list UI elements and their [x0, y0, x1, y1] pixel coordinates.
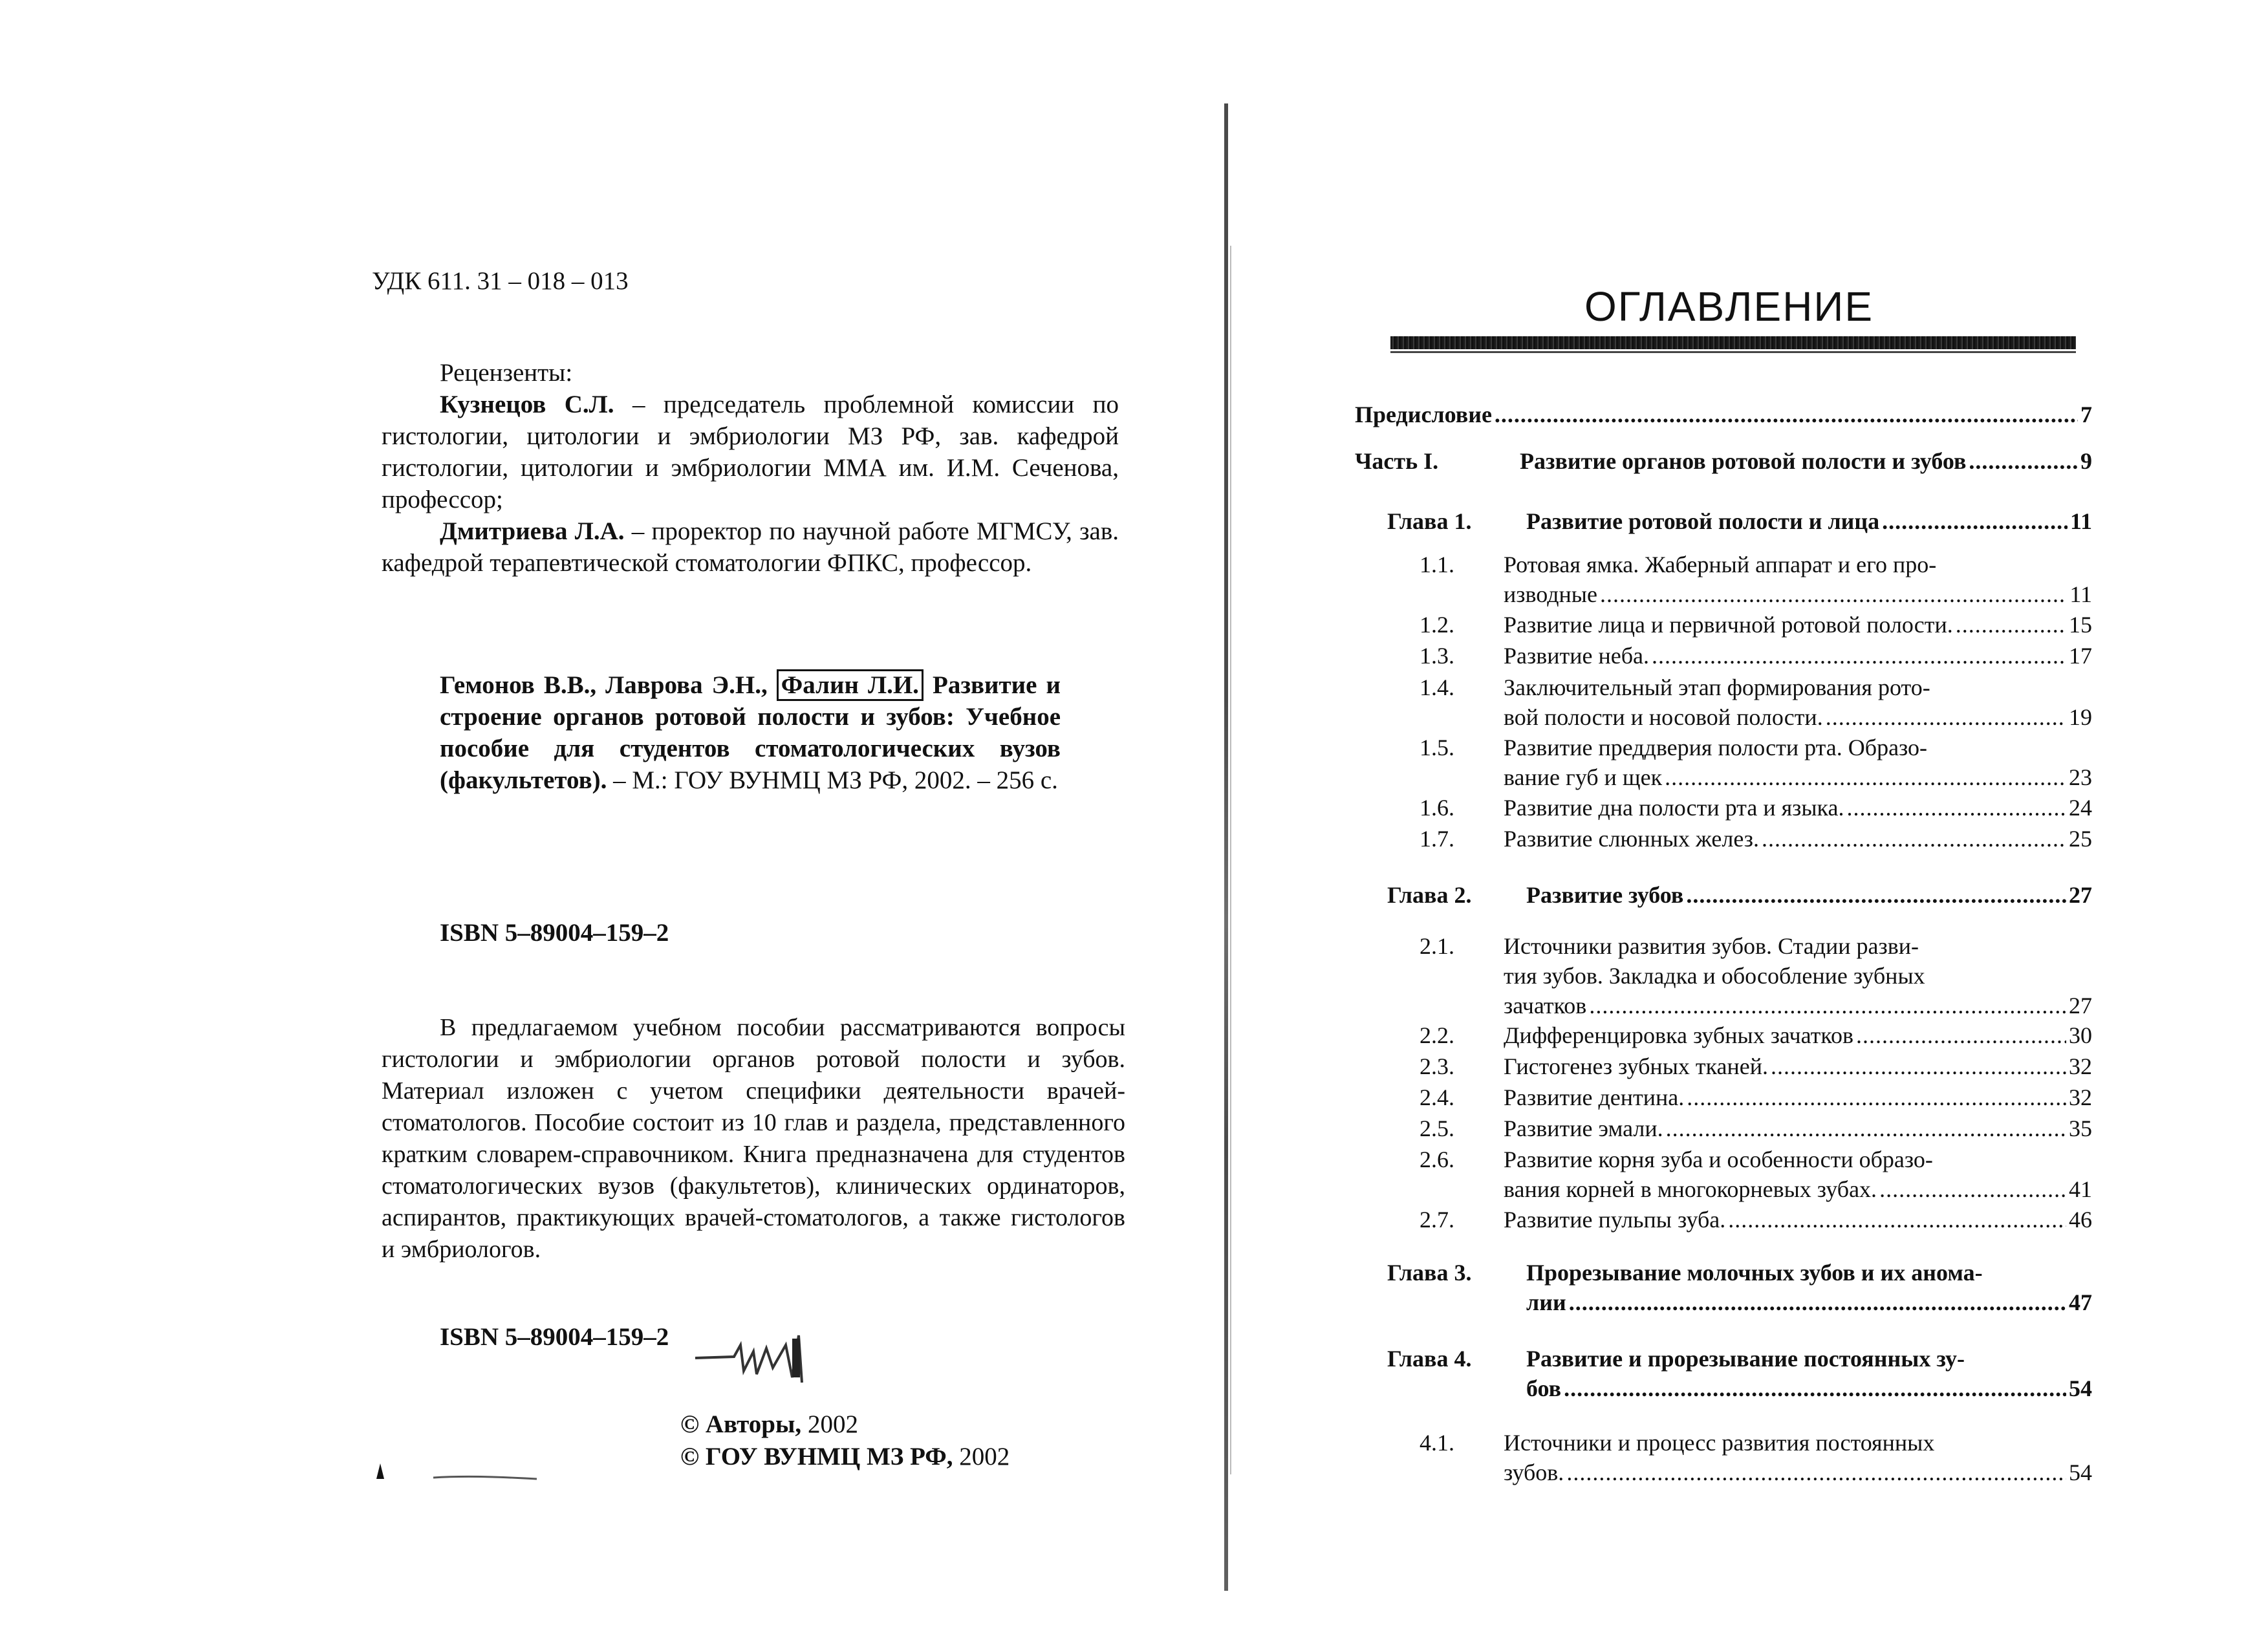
toc-entry-page: 32	[2069, 1084, 2092, 1110]
toc-entry-page: 35	[2069, 1116, 2092, 1141]
toc-entry-title: вание губ и щек	[1504, 764, 1663, 790]
toc-entry[interactable]	[1355, 508, 2092, 537]
toc-entry-page: 46	[2069, 1207, 2092, 1233]
toc-entry-number: 2.2.	[1420, 1022, 1454, 1048]
toc-entry-number: 2.3.	[1420, 1053, 1454, 1079]
toc-entry-number: 2.4.	[1420, 1084, 1454, 1110]
toc-entry-number: 1.3.	[1420, 643, 1454, 669]
toc-leader-dots	[1495, 401, 2078, 428]
toc-entry[interactable]	[1355, 1345, 2092, 1375]
toc-entry-page: 9	[2080, 448, 2092, 474]
toc-entry-page: 19	[2069, 704, 2092, 730]
biblio-authors: Гемонов В.В., Лаврова Э.Н.,	[440, 671, 768, 699]
toc-leader-dots	[1969, 447, 2078, 475]
library-stamp-mark	[695, 1332, 825, 1384]
toc-entry[interactable]	[1355, 1146, 2092, 1176]
toc-entry-title: вой полости и носовой полости.	[1504, 704, 1823, 730]
toc-entry-page: 17	[2069, 643, 2092, 669]
toc-entry-title: Дифференцировка зубных зачатков	[1504, 1022, 1854, 1048]
toc-entry-number: Глава 2.	[1387, 882, 1472, 908]
toc-entry-number: 4.1.	[1420, 1430, 1454, 1456]
toc-entry-title: Развитие слюнных желез.	[1504, 826, 1759, 852]
toc-title-rule	[1390, 336, 2076, 349]
toc-entry-title: изводные	[1504, 581, 1597, 607]
toc-entry-title: Развитие дна полости рта и языка.	[1504, 795, 1844, 821]
copyright-authors-year: 2002	[801, 1410, 858, 1438]
toc-entry-title: Ротовая ямка. Жаберный аппарат и его про-	[1504, 552, 1937, 577]
toc-entry-number: 2.6.	[1420, 1147, 1454, 1172]
toc-entry-title: лии	[1526, 1289, 1566, 1315]
toc-leader-dots	[1569, 1289, 2066, 1316]
toc-entry-title: Развитие дентина.	[1504, 1084, 1685, 1110]
toc-entry-title: Развитие ротовой полости и лица	[1526, 508, 1880, 534]
reviewer-2-name: Дмитриева Л.А.	[440, 517, 625, 545]
toc-entry-continuation[interactable]	[1355, 992, 2092, 1022]
toc-leader-dots	[1826, 704, 2066, 731]
toc-entry-title: Развитие корня зуба и особенности образо-	[1504, 1147, 1933, 1172]
biblio-title: Развитие и строение органов ротовой полости и зубов: Учебное пособие для студентов стоматологических вузов (факультетов).	[440, 671, 1061, 794]
toc-entry[interactable]	[1355, 1206, 2092, 1236]
toc-entry[interactable]	[1355, 881, 2092, 911]
scan-smudge	[375, 1458, 543, 1484]
reviewer-1-text: – председатель проблемной комиссии по гистологии, цитологии и эмбриологии МЗ РФ, зав. кафедрой гистологии, цитологии и эмбриологии ММА им. И.М. Сеченова, профессор;	[382, 391, 1119, 513]
toc-entry[interactable]	[1355, 642, 2092, 672]
toc-entry-page: 15	[2069, 612, 2092, 638]
toc-entry-title: Развитие и прорезывание постоянных зу-	[1526, 1346, 1965, 1372]
toc-entry[interactable]	[1355, 674, 2092, 704]
toc-entry-title: Источники и процесс развития постоянных	[1504, 1430, 1935, 1456]
toc-leader-dots	[1762, 825, 2066, 852]
toc-leader-dots	[1846, 794, 2066, 821]
toc-entry[interactable]	[1355, 447, 2092, 477]
toc-entry-number: 2.5.	[1420, 1116, 1454, 1141]
toc-entry-title: Заключительный этап формирования рото-	[1504, 674, 1930, 700]
toc-entry-page: 47	[2069, 1289, 2092, 1315]
toc-entry-page: 41	[2069, 1176, 2092, 1202]
toc-leader-dots	[1686, 881, 2066, 909]
toc-entry-number: Глава 4.	[1387, 1346, 1472, 1372]
bibliographic-record	[440, 669, 1061, 796]
toc-entry-title: Гистогенез зубных тканей.	[1504, 1053, 1769, 1079]
toc-entry-page: 54	[2069, 1460, 2092, 1485]
toc-leader-dots	[1566, 1459, 2066, 1486]
toc-entry-page: 25	[2069, 826, 2092, 852]
biblio-author-boxed: Фалин Л.И.	[777, 669, 923, 701]
toc-entry[interactable]	[1355, 794, 2092, 824]
toc-entry-title: Развитие неба.	[1504, 643, 1649, 669]
reviewer-1-name: Кузнецов С.Л.	[440, 391, 614, 418]
toc-entry-title: бов	[1526, 1375, 1562, 1401]
toc-leader-dots	[1652, 642, 2066, 669]
reviewers-block	[382, 357, 1119, 579]
annotation-text: В предлагаемом учебном пособии рассматриваются вопросы гистологии и эмбриологии органов ротовой полости и зубов. Материал изложен с учетом специфики деятельности врачей-стоматологов. Пособие состоит из 10 глав и раздела, представленного кратким словарем-справочником. Книга предназначена для студентов стоматологических вузов (факультетов), клинических ординаторов, аспирантов, практикующих врачей-стоматологов, а также гистологов и эмбриологов.	[382, 1014, 1125, 1263]
toc-entry-title: Развитие органов ротовой полости и зубов	[1520, 448, 1967, 474]
toc-entry-number: 2.7.	[1420, 1207, 1454, 1233]
toc-entry-page: 11	[2069, 508, 2092, 534]
toc-entry-page: 27	[2069, 882, 2092, 908]
toc-entry-continuation[interactable]	[1355, 581, 2092, 610]
toc-leader-dots	[1666, 1115, 2066, 1142]
toc-leader-dots	[1600, 581, 2067, 608]
copyright-publisher-label: © ГОУ ВУНМЦ МЗ РФ,	[680, 1443, 953, 1471]
toc-entry[interactable]	[1355, 1429, 2092, 1459]
toc-entry[interactable]	[1355, 734, 2092, 764]
toc-entry[interactable]	[1355, 401, 2092, 431]
toc-entry-title: тия зубов. Закладка и обособление зубных	[1504, 963, 1925, 989]
toc-entry-title: Источники развития зубов. Стадии разви-	[1504, 933, 1919, 959]
toc-leader-dots	[1687, 1084, 2066, 1111]
copyright-authors-label: © Авторы,	[680, 1410, 802, 1438]
toc-entry[interactable]	[1355, 1259, 2092, 1289]
toc-entry-title: вания корней в многокорневых зубах.	[1504, 1176, 1877, 1202]
toc-entry-number: 1.4.	[1420, 674, 1454, 700]
toc-entry-number: Глава 3.	[1387, 1260, 1472, 1286]
toc-entry[interactable]	[1355, 1053, 2092, 1083]
toc-leader-dots	[1856, 1022, 2066, 1049]
toc-entry-page: 30	[2069, 1022, 2092, 1048]
toc-entry-title: зубов.	[1504, 1460, 1564, 1485]
toc-entry[interactable]	[1355, 551, 2092, 581]
toc-entry-page: 24	[2069, 795, 2092, 821]
toc-entry-continuation[interactable]	[1355, 962, 2092, 992]
isbn-top: ISBN 5–89004–159–2	[440, 919, 669, 947]
toc-entry[interactable]	[1355, 1084, 2092, 1114]
toc-entry-number: 1.1.	[1420, 552, 1454, 577]
toc-entry-title: Развитие зубов	[1526, 882, 1684, 908]
udk-code: УДК 611. 31 – 018 – 013	[372, 267, 629, 295]
toc-entry-number: 1.5.	[1420, 735, 1454, 760]
annotation	[382, 1012, 1125, 1266]
toc-leader-dots	[1589, 992, 2066, 1019]
reviewer-1	[382, 389, 1119, 515]
book-spine	[1224, 103, 1228, 1591]
toc-leader-dots	[1564, 1375, 2066, 1402]
toc-entry-continuation[interactable]	[1355, 704, 2092, 733]
toc-entry-continuation[interactable]	[1355, 1375, 2092, 1405]
toc-entry-page: 23	[2069, 764, 2092, 790]
toc-entry-number: Глава 1.	[1387, 508, 1472, 534]
toc-entry-title: Развитие лица и первичной ротовой полости.	[1504, 612, 1953, 638]
toc-entry-number: 1.2.	[1420, 612, 1454, 638]
toc-entry[interactable]	[1355, 1115, 2092, 1145]
toc-entry-title: Развитие эмали.	[1504, 1116, 1663, 1141]
toc-entry[interactable]	[1355, 611, 2092, 641]
biblio-publisher: – М.: ГОУ ВУНМЦ МЗ РФ, 2002. – 256 с.	[607, 766, 1058, 794]
toc-leader-dots	[1882, 508, 2068, 535]
toc-entry-number: 1.6.	[1420, 795, 1454, 821]
toc-entry-continuation[interactable]	[1355, 1459, 2092, 1489]
toc-entry-continuation[interactable]	[1355, 1289, 2092, 1319]
reviewer-2-text: – проректор по научной работе МГМСУ, зав. кафедрой терапевтической стоматологии ФПКС, профессор.	[382, 517, 1119, 577]
toc-entry-page: 54	[2069, 1375, 2092, 1401]
toc-entry-number: Часть I.	[1355, 448, 1439, 474]
toc-entry-title: Развитие преддверия полости рта. Образо-	[1504, 735, 1928, 760]
toc-entry-page: 27	[2069, 993, 2092, 1018]
toc-entry-continuation[interactable]	[1355, 764, 2092, 793]
toc-leader-dots	[1728, 1206, 2066, 1233]
toc-leader-dots	[1956, 611, 2066, 638]
toc-entry[interactable]	[1355, 932, 2092, 962]
toc-entry[interactable]	[1355, 1022, 2092, 1051]
toc-entry-title: зачатков	[1504, 993, 1587, 1018]
toc-title: ОГЛАВЛЕНИЕ	[1584, 283, 1874, 330]
reviewers-heading: Рецензенты:	[440, 359, 573, 387]
toc-entry[interactable]	[1355, 825, 2092, 855]
copyright-publisher	[680, 1442, 1010, 1471]
copyright-publisher-year: 2002	[953, 1443, 1010, 1471]
copyright-authors	[680, 1410, 858, 1439]
toc-leader-dots	[1771, 1053, 2066, 1080]
toc-entry-title: Предисловие	[1355, 402, 1492, 427]
toc-leader-dots	[1879, 1176, 2066, 1203]
reviewer-2	[382, 515, 1119, 579]
isbn-bottom: ISBN 5–89004–159–2	[440, 1323, 669, 1351]
toc-entry-number: 1.7.	[1420, 826, 1454, 852]
toc-entry-continuation[interactable]	[1355, 1176, 2092, 1205]
toc-entry-page: 11	[2069, 581, 2092, 607]
toc-leader-dots	[1665, 764, 2066, 791]
toc-entry-number: 2.1.	[1420, 933, 1454, 959]
toc-entry-title: Прорезывание молочных зубов и их анома-	[1526, 1260, 1983, 1286]
toc-entry-page: 32	[2069, 1053, 2092, 1079]
toc-entry-page: 7	[2080, 402, 2092, 427]
toc-entry-title: Развитие пульпы зуба.	[1504, 1207, 1726, 1233]
